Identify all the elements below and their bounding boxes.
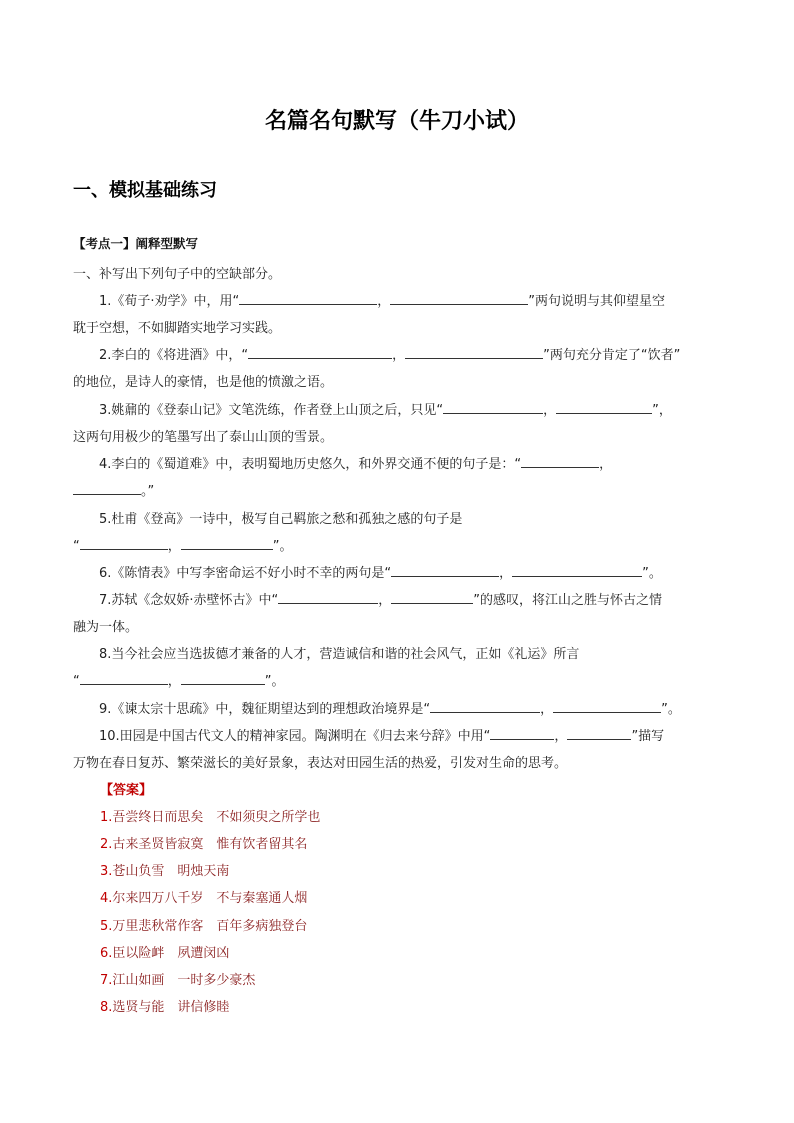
page-title: 名篇名句默写（牛刀小试） xyxy=(264,109,529,134)
question-9: 9.《谏太宗十思疏》中，魏征期望达到的理想政治境界是“ ， ”。 xyxy=(73,696,723,723)
answer-blank[interactable] xyxy=(553,698,661,713)
question-text: 1.《荀子·劝学》中，用“ xyxy=(99,294,240,309)
answer-item: 5.万里悲秋常作客 百年多病独登台 xyxy=(100,919,308,934)
section-heading: 一、模拟基础练习 xyxy=(73,180,217,201)
answer-blank[interactable] xyxy=(390,290,528,305)
answer-blank[interactable] xyxy=(567,725,631,740)
answer-blank[interactable] xyxy=(239,290,377,305)
answer-heading: 【答案】 xyxy=(100,783,153,798)
answer-blank[interactable] xyxy=(181,670,265,685)
answer-item: 6.臣以险衅 夙遭闵凶 xyxy=(100,946,230,961)
answer-item: 8.选贤与能 讲信修睦 xyxy=(100,1000,230,1015)
answer-blank[interactable] xyxy=(278,589,378,604)
question-1: 1.《荀子·劝学》中，用“ ， ”两句说明与其仰望星空 耽于空想，不如脚踏实地学习实践。 xyxy=(73,288,723,342)
question-3: 3.姚鼐的《登泰山记》文笔洗练，作者登上山顶之后，只见“ ， ”， 这两句用极少的笔墨写出了泰山山顶的雪景。 xyxy=(73,397,723,451)
answer-blank[interactable] xyxy=(443,399,543,414)
question-6: 6.《陈情表》中写李密命运不好小时不幸的两句是“ ， ”。 xyxy=(73,560,723,587)
answer-blank[interactable] xyxy=(391,562,499,577)
answer-blank[interactable] xyxy=(556,399,652,414)
topic-heading: 【考点一】阐释型默写 xyxy=(73,236,199,251)
answer-blank[interactable] xyxy=(80,535,168,550)
question-text: 的地位，是诗人的豪情，也是他的愤激之语。 xyxy=(73,375,334,390)
question-10: 10.田园是中国古代文人的精神家园。陶渊明在《归去来兮辞》中用“ ， ”描写 万物在春日复苏、繁荣滋长的美好景象，表达对田园生活的热爱，引发对生命的思考。 xyxy=(73,723,723,777)
answer-blank[interactable] xyxy=(73,480,141,495)
question-7: 7.苏轼《念奴娇·赤壁怀古》中“ ， ”的感叹，将江山之胜与怀古之情 融为一体。 xyxy=(73,587,723,641)
question-text: 耽于空想，不如脚踏实地学习实践。 xyxy=(73,321,282,336)
question-8: 8.当今社会应当选拔德才兼备的人才，营造诚信和谐的社会风气，正如《礼运》所言 “ ， ”。 xyxy=(73,647,580,689)
question-5: 5.杜甫《登高》一诗中，极写自己羁旅之愁和孤独之感的句子是 “ ， ”。 xyxy=(73,512,463,554)
answer-blank[interactable] xyxy=(430,698,540,713)
answer-blank[interactable] xyxy=(512,562,642,577)
answer-blank[interactable] xyxy=(248,344,392,359)
question-2: 2.李白的《将进酒》中，“ ， ”两句充分肯定了“饮者” 的地位，是诗人的豪情，也是他的愤激之语。 xyxy=(73,342,723,396)
answer-blank[interactable] xyxy=(80,670,168,685)
question-text: 万物在春日复苏、繁荣滋长的美好景象，表达对田园生活的热爱，引发对生命的思考。 xyxy=(73,756,568,771)
answer-item: 7.江山如画 一时多少豪杰 xyxy=(100,973,256,988)
answer-item: 4.尔来四万八千岁 不与秦塞通人烟 xyxy=(100,891,308,906)
answer-blank[interactable] xyxy=(405,344,543,359)
answer-blank[interactable] xyxy=(391,589,473,604)
answer-item: 1.吾尝终日而思矣 不如须臾之所学也 xyxy=(100,810,321,825)
answer-blank[interactable] xyxy=(181,535,273,550)
answer-item: 3.苍山负雪 明烛天南 xyxy=(100,864,230,879)
question-4: 4.李白的《蜀道难》中，表明蜀地历史悠久，和外界交通不便的句子是：“ ， 。” xyxy=(73,451,723,505)
instruction-text: 一、补写出下列句子中的空缺部分。 xyxy=(73,267,282,282)
answer-blank[interactable] xyxy=(490,725,554,740)
question-text: 这两句用极少的笔墨写出了泰山山顶的雪景。 xyxy=(73,430,334,445)
answer-blank[interactable] xyxy=(521,453,599,468)
question-text: 融为一体。 xyxy=(73,620,139,635)
answer-item: 2.古来圣贤皆寂寞 惟有饮者留其名 xyxy=(100,837,308,852)
